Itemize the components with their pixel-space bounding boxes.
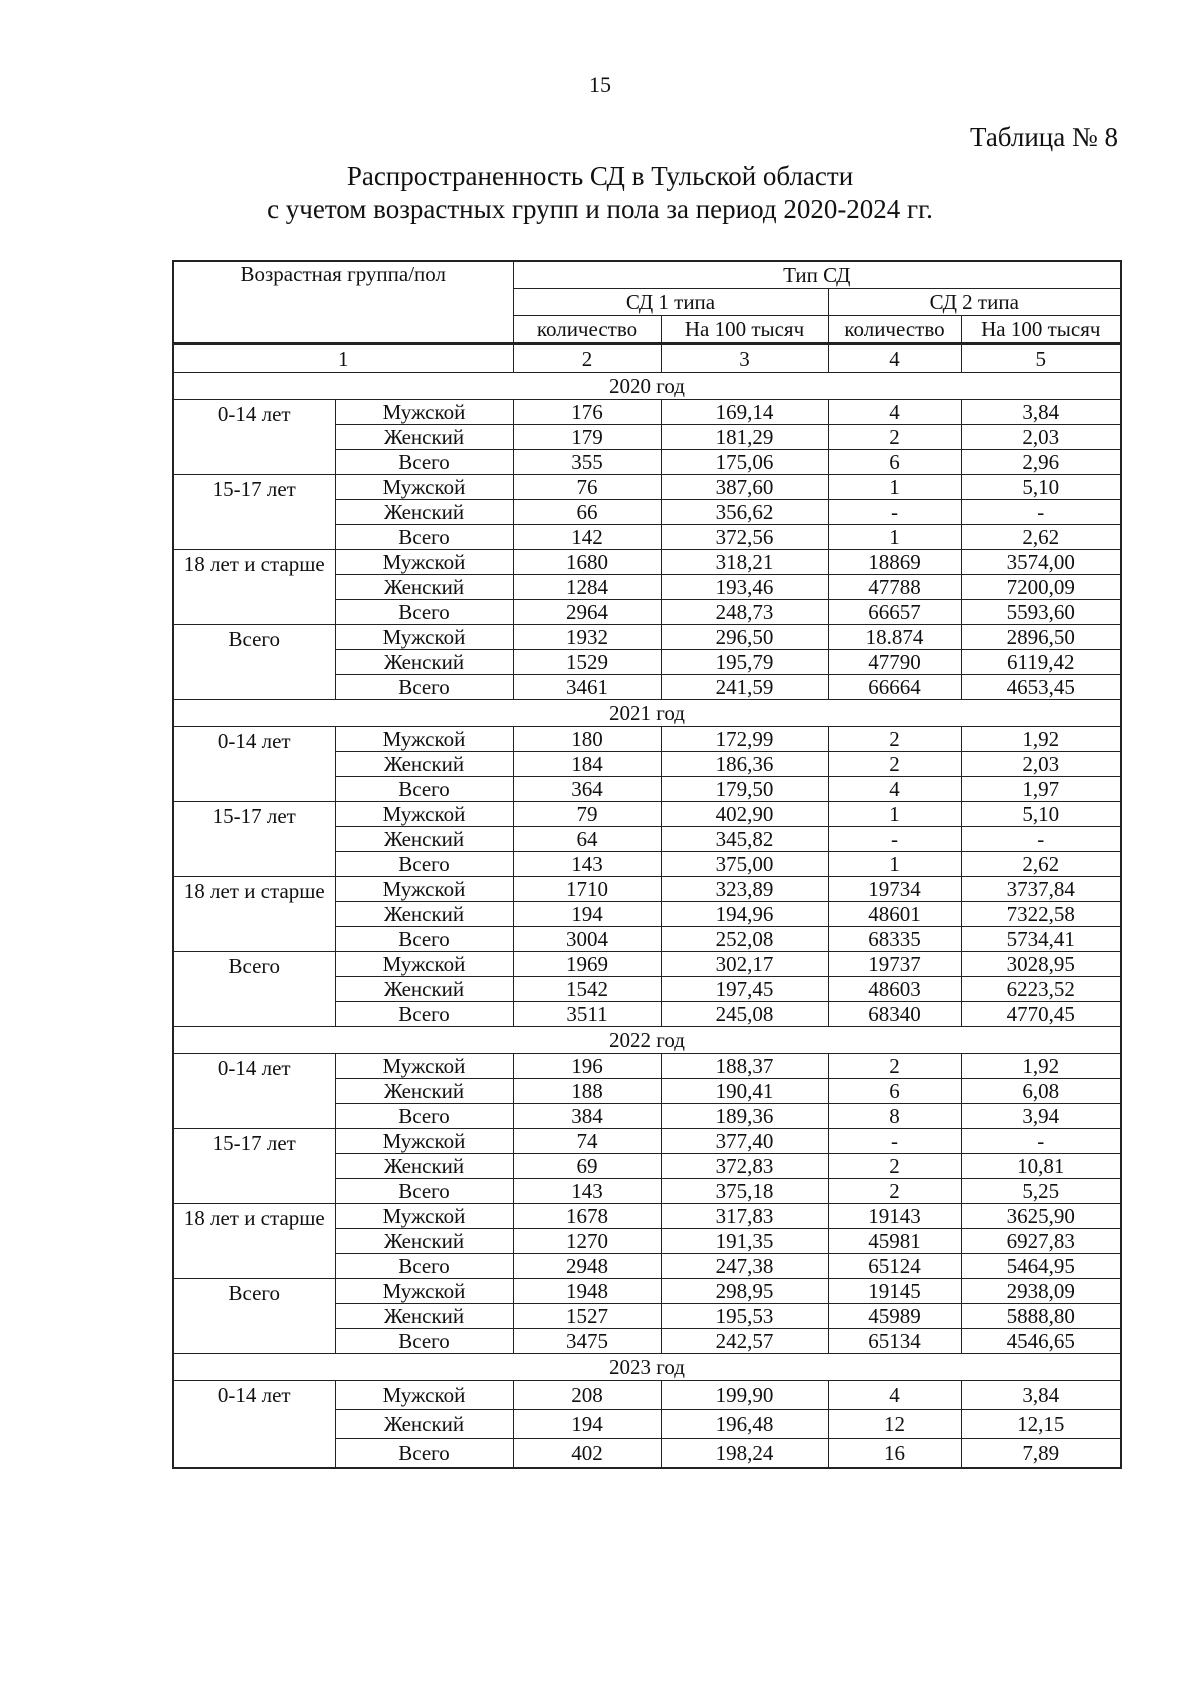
table-body bbox=[173, 261, 1121, 1468]
type2-per100k-cell: 2,62 bbox=[961, 852, 1121, 877]
page-number: 15 bbox=[589, 72, 611, 97]
sex-cell: Женский bbox=[335, 827, 513, 852]
type1-per100k-cell: 302,17 bbox=[661, 952, 828, 977]
type1-count-cell: 1932 bbox=[513, 625, 661, 650]
type2-count-cell: 2 bbox=[828, 1154, 961, 1179]
type2-per100k-cell: 1,97 bbox=[961, 777, 1121, 802]
type1-count-cell: 1529 bbox=[513, 650, 661, 675]
sex-cell: Мужской bbox=[335, 1279, 513, 1304]
type1-count-cell: 3475 bbox=[513, 1329, 661, 1354]
sex-cell: Всего bbox=[335, 1439, 513, 1469]
age-group-cell: 0-14 лет bbox=[173, 727, 335, 802]
type2-count-cell: 65124 bbox=[828, 1254, 961, 1279]
type2-count-cell: 47788 bbox=[828, 575, 961, 600]
table-row bbox=[173, 727, 1121, 752]
type2-per100k-cell: 10,81 bbox=[961, 1154, 1121, 1179]
age-group-cell: 15-17 лет bbox=[173, 475, 335, 550]
type2-per100k-cell: - bbox=[961, 500, 1121, 525]
type2-count-cell: 4 bbox=[828, 400, 961, 425]
type2-count-cell: 2 bbox=[828, 752, 961, 777]
type2-per100k-cell: 6,08 bbox=[961, 1079, 1121, 1104]
type1-per100k-cell: 375,00 bbox=[661, 852, 828, 877]
type1-count-cell: 64 bbox=[513, 827, 661, 852]
sex-cell: Мужской bbox=[335, 475, 513, 500]
type1-count-cell: 194 bbox=[513, 902, 661, 927]
type2-count-cell: 18869 bbox=[828, 550, 961, 575]
type2-count-cell: 2 bbox=[828, 727, 961, 752]
type1-count-cell: 76 bbox=[513, 475, 661, 500]
sex-cell: Мужской bbox=[335, 1054, 513, 1079]
type1-per100k-cell: 372,83 bbox=[661, 1154, 828, 1179]
sex-cell: Всего bbox=[335, 1329, 513, 1354]
age-group-cell: 18 лет и старше bbox=[173, 550, 335, 625]
type2-count-cell: 66657 bbox=[828, 600, 961, 625]
type1-per100k-cell: 169,14 bbox=[661, 400, 828, 425]
type2-per100k-cell: 6223,52 bbox=[961, 977, 1121, 1002]
age-group-cell: 18 лет и старше bbox=[173, 1204, 335, 1279]
type2-per100k-cell: 2,62 bbox=[961, 525, 1121, 550]
type2-per100k-cell: 3,84 bbox=[961, 1381, 1121, 1410]
type1-per100k-cell: 298,95 bbox=[661, 1279, 828, 1304]
type1-per100k-cell: 193,46 bbox=[661, 575, 828, 600]
type1-count-cell: 1678 bbox=[513, 1204, 661, 1229]
type2-per100k-cell: 5464,95 bbox=[961, 1254, 1121, 1279]
type1-per100k-cell: 372,56 bbox=[661, 525, 828, 550]
type2-count-cell: 1 bbox=[828, 852, 961, 877]
type2-count-cell: 1 bbox=[828, 525, 961, 550]
type2-per100k-cell: 2,03 bbox=[961, 752, 1121, 777]
sex-cell: Всего bbox=[335, 927, 513, 952]
sex-cell: Женский bbox=[335, 1304, 513, 1329]
type1-per100k-cell: 247,38 bbox=[661, 1254, 828, 1279]
type2-per100k-cell: 2,96 bbox=[961, 450, 1121, 475]
sex-cell: Всего bbox=[335, 600, 513, 625]
type2-count-cell: 45981 bbox=[828, 1229, 961, 1254]
sex-cell: Мужской bbox=[335, 802, 513, 827]
type2-count-cell: 1 bbox=[828, 802, 961, 827]
type1-count-cell: 1270 bbox=[513, 1229, 661, 1254]
header-type2-count: количество bbox=[828, 316, 961, 344]
type2-count-cell: 19734 bbox=[828, 877, 961, 902]
type1-count-cell: 188 bbox=[513, 1079, 661, 1104]
type1-count-cell: 176 bbox=[513, 400, 661, 425]
sex-cell: Мужской bbox=[335, 727, 513, 752]
sex-cell: Мужской bbox=[335, 400, 513, 425]
table-row bbox=[173, 475, 1121, 500]
type1-count-cell: 179 bbox=[513, 425, 661, 450]
table-row bbox=[173, 1054, 1121, 1079]
type1-count-cell: 2964 bbox=[513, 600, 661, 625]
type2-per100k-cell: 2,03 bbox=[961, 425, 1121, 450]
table-row bbox=[173, 1381, 1121, 1410]
sex-cell: Женский bbox=[335, 902, 513, 927]
type1-per100k-cell: 375,18 bbox=[661, 1179, 828, 1204]
type2-per100k-cell: 1,92 bbox=[961, 727, 1121, 752]
type2-per100k-cell: 4770,45 bbox=[961, 1002, 1121, 1027]
type2-count-cell: 1 bbox=[828, 475, 961, 500]
sex-cell: Мужской bbox=[335, 877, 513, 902]
type2-count-cell: 65134 bbox=[828, 1329, 961, 1354]
age-group-cell: 0-14 лет bbox=[173, 400, 335, 475]
type2-per100k-cell: 12,15 bbox=[961, 1410, 1121, 1439]
type1-count-cell: 184 bbox=[513, 752, 661, 777]
age-group-cell: Всего bbox=[173, 952, 335, 1027]
type1-count-cell: 2948 bbox=[513, 1254, 661, 1279]
type2-per100k-cell: 7200,09 bbox=[961, 575, 1121, 600]
sex-cell: Мужской bbox=[335, 550, 513, 575]
type2-per100k-cell: 3,84 bbox=[961, 400, 1121, 425]
age-group-cell: 15-17 лет bbox=[173, 1129, 335, 1204]
type1-count-cell: 3461 bbox=[513, 675, 661, 700]
header-type: Тип СД bbox=[513, 261, 1121, 289]
type2-per100k-cell: 2938,09 bbox=[961, 1279, 1121, 1304]
age-group-cell: 0-14 лет bbox=[173, 1381, 335, 1469]
sex-cell: Мужской bbox=[335, 1129, 513, 1154]
type1-per100k-cell: 188,37 bbox=[661, 1054, 828, 1079]
col-number-3: 3 bbox=[661, 344, 828, 373]
type1-count-cell: 1284 bbox=[513, 575, 661, 600]
type1-per100k-cell: 175,06 bbox=[661, 450, 828, 475]
col-number-2: 2 bbox=[513, 344, 661, 373]
sex-cell: Всего bbox=[335, 525, 513, 550]
title-line-2: с учетом возрастных групп и пола за период 2020-2024 гг. bbox=[267, 194, 933, 224]
header-type1: СД 1 типа bbox=[513, 289, 828, 316]
type1-per100k-cell: 172,99 bbox=[661, 727, 828, 752]
type1-per100k-cell: 242,57 bbox=[661, 1329, 828, 1354]
type2-count-cell: - bbox=[828, 500, 961, 525]
table-row bbox=[173, 400, 1121, 425]
type2-count-cell: 48603 bbox=[828, 977, 961, 1002]
col-number-4: 4 bbox=[828, 344, 961, 373]
type2-count-cell: 19145 bbox=[828, 1279, 961, 1304]
type2-count-cell: 2 bbox=[828, 1179, 961, 1204]
type1-count-cell: 1542 bbox=[513, 977, 661, 1002]
type1-per100k-cell: 179,50 bbox=[661, 777, 828, 802]
type1-count-cell: 66 bbox=[513, 500, 661, 525]
type1-count-cell: 194 bbox=[513, 1410, 661, 1439]
sex-cell: Всего bbox=[335, 450, 513, 475]
sex-cell: Женский bbox=[335, 752, 513, 777]
type2-count-cell: 2 bbox=[828, 1054, 961, 1079]
table-label: Таблица № 8 bbox=[970, 122, 1118, 152]
type1-per100k-cell: 190,41 bbox=[661, 1079, 828, 1104]
type2-per100k-cell: 3,94 bbox=[961, 1104, 1121, 1129]
type2-count-cell: 48601 bbox=[828, 902, 961, 927]
sex-cell: Женский bbox=[335, 575, 513, 600]
document-title bbox=[0, 160, 1200, 226]
sex-cell: Всего bbox=[335, 1179, 513, 1204]
type2-count-cell: 68335 bbox=[828, 927, 961, 952]
title-line-1: Распространенность СД в Тульской области bbox=[346, 161, 854, 191]
type1-per100k-cell: 191,35 bbox=[661, 1229, 828, 1254]
type1-per100k-cell: 377,40 bbox=[661, 1129, 828, 1154]
sex-cell: Женский bbox=[335, 977, 513, 1002]
type1-per100k-cell: 198,24 bbox=[661, 1439, 828, 1469]
type1-per100k-cell: 318,21 bbox=[661, 550, 828, 575]
table-row bbox=[173, 1279, 1121, 1304]
type1-per100k-cell: 194,96 bbox=[661, 902, 828, 927]
type2-per100k-cell: 3625,90 bbox=[961, 1204, 1121, 1229]
type1-count-cell: 74 bbox=[513, 1129, 661, 1154]
type2-count-cell: 16 bbox=[828, 1439, 961, 1469]
age-group-cell: Всего bbox=[173, 1279, 335, 1354]
type2-count-cell: 66664 bbox=[828, 675, 961, 700]
type2-count-cell: 19737 bbox=[828, 952, 961, 977]
sex-cell: Всего bbox=[335, 1002, 513, 1027]
table-row bbox=[173, 1129, 1121, 1154]
type1-per100k-cell: 317,83 bbox=[661, 1204, 828, 1229]
age-group-cell: 15-17 лет bbox=[173, 802, 335, 877]
sex-cell: Мужской bbox=[335, 1381, 513, 1410]
sex-cell: Женский bbox=[335, 1229, 513, 1254]
type1-count-cell: 208 bbox=[513, 1381, 661, 1410]
type1-per100k-cell: 356,62 bbox=[661, 500, 828, 525]
sex-cell: Всего bbox=[335, 1254, 513, 1279]
age-group-cell: 0-14 лет bbox=[173, 1054, 335, 1129]
type2-per100k-cell: 5,25 bbox=[961, 1179, 1121, 1204]
type2-count-cell: 18.874 bbox=[828, 625, 961, 650]
type1-per100k-cell: 245,08 bbox=[661, 1002, 828, 1027]
type2-per100k-cell: 5,10 bbox=[961, 802, 1121, 827]
prevalence-table-wrapper bbox=[172, 260, 1120, 1469]
type2-count-cell: - bbox=[828, 827, 961, 852]
year-header: 2020 год bbox=[173, 373, 1121, 400]
type2-per100k-cell: 1,92 bbox=[961, 1054, 1121, 1079]
header-type1-per100k: На 100 тысяч bbox=[661, 316, 828, 344]
header-type2-per100k: На 100 тысяч bbox=[961, 316, 1121, 344]
table-row bbox=[173, 952, 1121, 977]
type1-per100k-cell: 252,08 bbox=[661, 927, 828, 952]
type1-per100k-cell: 197,45 bbox=[661, 977, 828, 1002]
col-number-1: 1 bbox=[173, 344, 513, 373]
type2-count-cell: 47790 bbox=[828, 650, 961, 675]
type2-per100k-cell: - bbox=[961, 827, 1121, 852]
table-row bbox=[173, 802, 1121, 827]
type1-count-cell: 384 bbox=[513, 1104, 661, 1129]
type1-count-cell: 1969 bbox=[513, 952, 661, 977]
type2-per100k-cell: 5,10 bbox=[961, 475, 1121, 500]
type1-per100k-cell: 195,53 bbox=[661, 1304, 828, 1329]
type1-count-cell: 143 bbox=[513, 1179, 661, 1204]
type2-per100k-cell: 7322,58 bbox=[961, 902, 1121, 927]
year-header: 2021 год bbox=[173, 700, 1121, 727]
sex-cell: Женский bbox=[335, 650, 513, 675]
type1-count-cell: 355 bbox=[513, 450, 661, 475]
type1-count-cell: 402 bbox=[513, 1439, 661, 1469]
type1-count-cell: 142 bbox=[513, 525, 661, 550]
type2-per100k-cell: 4546,65 bbox=[961, 1329, 1121, 1354]
type1-per100k-cell: 196,48 bbox=[661, 1410, 828, 1439]
type1-per100k-cell: 296,50 bbox=[661, 625, 828, 650]
type1-per100k-cell: 181,29 bbox=[661, 425, 828, 450]
type1-count-cell: 1527 bbox=[513, 1304, 661, 1329]
type1-count-cell: 1680 bbox=[513, 550, 661, 575]
sex-cell: Мужской bbox=[335, 1204, 513, 1229]
type1-count-cell: 180 bbox=[513, 727, 661, 752]
type1-per100k-cell: 402,90 bbox=[661, 802, 828, 827]
type1-per100k-cell: 345,82 bbox=[661, 827, 828, 852]
type2-count-cell: 4 bbox=[828, 777, 961, 802]
sex-cell: Всего bbox=[335, 1104, 513, 1129]
type1-count-cell: 1710 bbox=[513, 877, 661, 902]
type2-count-cell: 6 bbox=[828, 450, 961, 475]
type2-per100k-cell: 5593,60 bbox=[961, 600, 1121, 625]
type1-count-cell: 3004 bbox=[513, 927, 661, 952]
type2-per100k-cell: - bbox=[961, 1129, 1121, 1154]
type1-per100k-cell: 248,73 bbox=[661, 600, 828, 625]
sex-cell: Всего bbox=[335, 852, 513, 877]
type1-per100k-cell: 186,36 bbox=[661, 752, 828, 777]
age-group-cell: 18 лет и старше bbox=[173, 877, 335, 952]
type2-count-cell: 12 bbox=[828, 1410, 961, 1439]
sex-cell: Женский bbox=[335, 1154, 513, 1179]
type1-per100k-cell: 189,36 bbox=[661, 1104, 828, 1129]
type2-count-cell: 2 bbox=[828, 425, 961, 450]
type1-per100k-cell: 199,90 bbox=[661, 1381, 828, 1410]
type1-count-cell: 79 bbox=[513, 802, 661, 827]
type2-count-cell: 6 bbox=[828, 1079, 961, 1104]
header-type1-count: количество bbox=[513, 316, 661, 344]
type2-per100k-cell: 3737,84 bbox=[961, 877, 1121, 902]
col-number-5: 5 bbox=[961, 344, 1121, 373]
table-row bbox=[173, 550, 1121, 575]
table-row bbox=[173, 877, 1121, 902]
sex-cell: Женский bbox=[335, 1410, 513, 1439]
type1-per100k-cell: 323,89 bbox=[661, 877, 828, 902]
type2-per100k-cell: 6119,42 bbox=[961, 650, 1121, 675]
sex-cell: Всего bbox=[335, 675, 513, 700]
type1-count-cell: 3511 bbox=[513, 1002, 661, 1027]
age-group-cell: Всего bbox=[173, 625, 335, 700]
type1-count-cell: 69 bbox=[513, 1154, 661, 1179]
sex-cell: Мужской bbox=[335, 625, 513, 650]
sex-cell: Женский bbox=[335, 425, 513, 450]
type1-per100k-cell: 387,60 bbox=[661, 475, 828, 500]
type2-per100k-cell: 3028,95 bbox=[961, 952, 1121, 977]
prevalence-table bbox=[172, 260, 1122, 1469]
type1-count-cell: 1948 bbox=[513, 1279, 661, 1304]
type2-per100k-cell: 5888,80 bbox=[961, 1304, 1121, 1329]
table-row bbox=[173, 1204, 1121, 1229]
type1-count-cell: 143 bbox=[513, 852, 661, 877]
table-row bbox=[173, 625, 1121, 650]
type2-count-cell: 19143 bbox=[828, 1204, 961, 1229]
type2-per100k-cell: 4653,45 bbox=[961, 675, 1121, 700]
type2-count-cell: 68340 bbox=[828, 1002, 961, 1027]
type2-per100k-cell: 5734,41 bbox=[961, 927, 1121, 952]
sex-cell: Женский bbox=[335, 500, 513, 525]
type1-per100k-cell: 195,79 bbox=[661, 650, 828, 675]
type1-count-cell: 364 bbox=[513, 777, 661, 802]
type2-count-cell: 4 bbox=[828, 1381, 961, 1410]
type2-per100k-cell: 6927,83 bbox=[961, 1229, 1121, 1254]
sex-cell: Всего bbox=[335, 777, 513, 802]
header-age-sex: Возрастная группа/пол bbox=[173, 261, 513, 344]
sex-cell: Женский bbox=[335, 1079, 513, 1104]
year-header: 2023 год bbox=[173, 1354, 1121, 1381]
type1-count-cell: 196 bbox=[513, 1054, 661, 1079]
type2-per100k-cell: 2896,50 bbox=[961, 625, 1121, 650]
header-type2: СД 2 типа bbox=[828, 289, 1121, 316]
sex-cell: Мужской bbox=[335, 952, 513, 977]
type2-per100k-cell: 7,89 bbox=[961, 1439, 1121, 1469]
type2-count-cell: 8 bbox=[828, 1104, 961, 1129]
type2-count-cell: - bbox=[828, 1129, 961, 1154]
type2-count-cell: 45989 bbox=[828, 1304, 961, 1329]
year-header: 2022 год bbox=[173, 1027, 1121, 1054]
type2-per100k-cell: 3574,00 bbox=[961, 550, 1121, 575]
type1-per100k-cell: 241,59 bbox=[661, 675, 828, 700]
